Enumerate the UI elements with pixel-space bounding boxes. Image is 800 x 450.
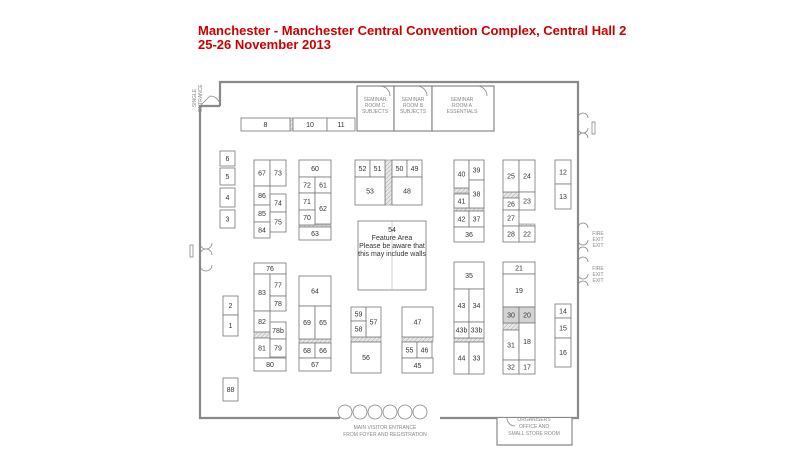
stand-52[interactable] bbox=[355, 160, 370, 177]
stand-27[interactable] bbox=[503, 210, 519, 226]
stand-number: 10 bbox=[306, 122, 314, 129]
fire-exit-2-l3: EXIT bbox=[592, 278, 604, 284]
aisle-hatch bbox=[351, 337, 381, 342]
fire-exit-2-l2: EXIT bbox=[592, 272, 604, 278]
right-door-mid-icon bbox=[578, 223, 588, 252]
stand-number: 63 bbox=[311, 231, 319, 238]
stand-25[interactable] bbox=[503, 160, 519, 192]
stand-41[interactable] bbox=[454, 194, 469, 208]
stand-number: 62 bbox=[319, 206, 327, 213]
stand-79[interactable] bbox=[270, 339, 286, 357]
stand-number: 20 bbox=[523, 312, 531, 320]
stand-64[interactable] bbox=[299, 276, 331, 306]
stand-number: 12 bbox=[559, 169, 567, 177]
stand-number: 84 bbox=[258, 227, 266, 235]
stand-62[interactable] bbox=[315, 193, 331, 224]
stand-33[interactable] bbox=[469, 342, 484, 374]
aisle-hatch bbox=[503, 323, 519, 330]
stand-76[interactable] bbox=[254, 263, 286, 274]
stand-number: 34 bbox=[472, 303, 481, 310]
stand-78[interactable] bbox=[270, 296, 286, 311]
venue-title: Manchester - Manchester Central Convention Complex, Central Hall 2 bbox=[198, 23, 627, 38]
stand-16[interactable] bbox=[555, 338, 571, 367]
left-entrance-l2: ENTRANCE bbox=[198, 84, 204, 112]
stand-number: 30 bbox=[507, 312, 515, 320]
main-entrance-icon bbox=[338, 405, 427, 419]
stand-number: 32 bbox=[507, 364, 515, 372]
main-entrance-l2: FROM FOYER AND REGISTRATION bbox=[343, 432, 427, 438]
stand-number: 83 bbox=[258, 290, 266, 297]
aisle-hatch bbox=[454, 208, 484, 211]
stand-number: 52 bbox=[358, 166, 367, 173]
stand-number: 86 bbox=[258, 193, 266, 200]
stand-17[interactable] bbox=[519, 360, 535, 374]
event-dates: 25-26 November 2013 bbox=[198, 37, 331, 52]
stand-number: 80 bbox=[266, 362, 274, 369]
stand-36[interactable] bbox=[454, 227, 484, 242]
stand-number: 82 bbox=[258, 319, 266, 326]
stand-59[interactable] bbox=[351, 307, 366, 321]
stand-40[interactable] bbox=[454, 160, 469, 188]
stand-number: 48 bbox=[403, 188, 411, 196]
stand-14[interactable] bbox=[555, 304, 571, 318]
stand-57[interactable] bbox=[366, 307, 381, 337]
fire-exit-1-l3: EXIT bbox=[592, 243, 604, 249]
fire-exit-1-l1: FIRE bbox=[592, 231, 604, 237]
stand-number: 23 bbox=[523, 198, 531, 206]
stand-number: 88 bbox=[226, 387, 235, 394]
stand-number: 49 bbox=[410, 166, 419, 173]
stand-63[interactable] bbox=[299, 227, 331, 240]
room-c-l2: ROOM C bbox=[364, 103, 386, 109]
right-door-top-icon bbox=[578, 113, 595, 138]
stand-number: 53 bbox=[366, 188, 374, 196]
stand-49[interactable] bbox=[407, 160, 422, 177]
stand-8[interactable] bbox=[241, 118, 290, 131]
stand-number: 56 bbox=[362, 355, 370, 362]
stand-number: 36 bbox=[465, 232, 473, 239]
stand-37[interactable] bbox=[469, 211, 484, 227]
stand-21[interactable] bbox=[503, 262, 535, 274]
stand-number: 26 bbox=[507, 201, 515, 209]
room-a-l2: ROOM A bbox=[451, 103, 473, 109]
aisle-hatch bbox=[402, 337, 433, 342]
stand-number: 4 bbox=[225, 195, 230, 202]
stand-number: 67 bbox=[258, 170, 266, 178]
stand-number: 50 bbox=[395, 166, 404, 173]
stand-number: 69 bbox=[303, 320, 311, 327]
room-a-l1: SEMINAR bbox=[450, 97, 474, 103]
stand-15[interactable] bbox=[555, 318, 571, 338]
feature-area-note-2: this may include walls bbox=[358, 251, 426, 258]
aisle-hatch bbox=[385, 160, 392, 205]
stand-83[interactable] bbox=[254, 274, 270, 311]
stand-number: 18 bbox=[523, 339, 531, 346]
stand-number: 31 bbox=[507, 342, 515, 350]
stand-number: 13 bbox=[559, 194, 567, 201]
stand-number: 74 bbox=[274, 200, 282, 208]
stand-number: 5 bbox=[225, 174, 230, 181]
stand-34[interactable] bbox=[469, 289, 484, 322]
feature-area-note-1: Please be aware that bbox=[359, 243, 425, 250]
stand-number: 2 bbox=[228, 303, 233, 310]
stand-2[interactable] bbox=[223, 296, 238, 315]
feature-area-name: Feature Area bbox=[371, 235, 413, 242]
stand-number: 37 bbox=[472, 216, 481, 224]
stand-number: 39 bbox=[472, 167, 481, 175]
stand-55[interactable] bbox=[402, 342, 417, 358]
stand-85[interactable] bbox=[254, 205, 270, 222]
stand-10[interactable] bbox=[293, 118, 327, 131]
stand-71[interactable] bbox=[299, 193, 315, 210]
stand-number: 73 bbox=[274, 170, 282, 178]
stand-38[interactable] bbox=[469, 180, 484, 208]
stand-68[interactable] bbox=[299, 343, 315, 358]
room-c-l1: SEMINAR bbox=[363, 97, 387, 103]
stand-46[interactable] bbox=[417, 342, 432, 358]
stand-number: 6 bbox=[225, 156, 230, 163]
organisers-l2: OFFICE AND bbox=[518, 424, 550, 430]
stand-number: 15 bbox=[559, 325, 567, 333]
stand-number: 76 bbox=[266, 266, 274, 273]
stand-number: 28 bbox=[507, 231, 515, 239]
main-entrance-l1: MAIN VISITOR ENTRANCE bbox=[353, 425, 417, 431]
stand-number: 17 bbox=[523, 364, 531, 372]
feature-area-number: 54 bbox=[388, 227, 396, 234]
stand-number: 85 bbox=[258, 211, 266, 218]
stand-number: 68 bbox=[303, 348, 311, 355]
stand-number: 66 bbox=[319, 348, 327, 355]
stand-88[interactable] bbox=[223, 378, 238, 401]
stand-39[interactable] bbox=[469, 160, 484, 180]
stand-32[interactable] bbox=[503, 360, 519, 374]
stand-number: 44 bbox=[457, 355, 466, 363]
stand-45[interactable] bbox=[402, 358, 433, 373]
organisers-l1: ORGANISERS bbox=[517, 417, 551, 423]
stand-66[interactable] bbox=[315, 343, 331, 358]
fire-exit-1-l2: EXIT bbox=[592, 237, 604, 243]
stand-31[interactable] bbox=[503, 330, 519, 360]
room-c-l3: SUBJECTS bbox=[361, 109, 389, 115]
stand-28[interactable] bbox=[503, 226, 519, 242]
stand-number: 72 bbox=[303, 182, 311, 190]
stand-60[interactable] bbox=[299, 160, 331, 177]
room-b-l3: SUBJECTS bbox=[399, 109, 427, 115]
stand-number: 60 bbox=[311, 166, 319, 173]
room-b-l2: ROOM B bbox=[402, 103, 424, 109]
aisle-hatch bbox=[503, 192, 519, 198]
stand-67b[interactable] bbox=[299, 358, 331, 371]
stand-86[interactable] bbox=[254, 186, 270, 205]
organisers-l3: SMALL STORE ROOM bbox=[508, 431, 560, 437]
fire-exit-2-l1: FIRE bbox=[592, 266, 604, 272]
stand-82[interactable] bbox=[254, 311, 270, 332]
room-b-l1: SEMINAR bbox=[401, 97, 425, 103]
stand-number: 61 bbox=[319, 182, 327, 190]
stand-5[interactable] bbox=[220, 168, 235, 185]
stand-74[interactable] bbox=[270, 194, 286, 212]
stand-70[interactable] bbox=[299, 210, 315, 225]
stand-78b[interactable] bbox=[270, 322, 286, 339]
stand-number: 38 bbox=[472, 191, 481, 199]
stand-18[interactable] bbox=[519, 323, 535, 360]
stand-11[interactable] bbox=[327, 118, 355, 131]
stand-number: 81 bbox=[258, 345, 266, 353]
stand-number: 58 bbox=[354, 326, 363, 334]
stand-number: 47 bbox=[413, 319, 422, 327]
stand-number: 16 bbox=[559, 350, 567, 357]
left-entrance-l1: SINGLE bbox=[192, 88, 198, 108]
stand-51[interactable] bbox=[370, 160, 385, 177]
stand-65[interactable] bbox=[315, 306, 331, 339]
stand-24[interactable] bbox=[519, 160, 535, 192]
stand-35[interactable] bbox=[454, 262, 484, 289]
aisle-hatch bbox=[299, 339, 331, 343]
stand-number: 27 bbox=[507, 215, 515, 223]
aisle-hatch bbox=[454, 338, 484, 342]
stand-number: 3 bbox=[225, 216, 230, 224]
stand-72[interactable] bbox=[299, 177, 315, 193]
stand-53[interactable] bbox=[355, 177, 385, 205]
stand-33b[interactable] bbox=[469, 322, 484, 338]
stand-number: 46 bbox=[420, 347, 429, 355]
stand-number: 45 bbox=[413, 363, 422, 370]
stand-56[interactable] bbox=[351, 342, 381, 373]
stand-48[interactable] bbox=[392, 177, 422, 205]
stand-number: 35 bbox=[465, 273, 473, 280]
stand-69[interactable] bbox=[299, 306, 315, 339]
stand-4[interactable] bbox=[220, 188, 235, 207]
stand-number: 24 bbox=[523, 173, 531, 181]
stand-number: 43 bbox=[457, 303, 466, 310]
stand-58[interactable] bbox=[351, 321, 366, 337]
stand-number: 70 bbox=[303, 215, 311, 222]
stand-20[interactable] bbox=[519, 307, 535, 323]
stand-3[interactable] bbox=[220, 210, 235, 228]
stand-80[interactable] bbox=[254, 358, 286, 371]
stand-number: 75 bbox=[274, 219, 282, 227]
stand-77[interactable] bbox=[270, 274, 286, 296]
right-door-low-icon bbox=[578, 257, 588, 286]
stand-number: 40 bbox=[457, 171, 466, 179]
stand-number: 33 bbox=[472, 355, 481, 363]
stand-26[interactable] bbox=[503, 198, 519, 210]
stand-75[interactable] bbox=[270, 212, 286, 232]
stand-number: 8 bbox=[263, 122, 268, 129]
room-a-l3: ESSENTIALS bbox=[446, 109, 478, 115]
stand-73[interactable] bbox=[270, 160, 286, 186]
stand-number: 78b bbox=[272, 328, 284, 335]
stand-number: 57 bbox=[369, 319, 378, 327]
stand-6[interactable] bbox=[220, 151, 235, 166]
stand-19[interactable] bbox=[503, 274, 535, 307]
stand-84[interactable] bbox=[254, 222, 270, 238]
stand-number: 77 bbox=[274, 282, 282, 290]
stand-number: 79 bbox=[274, 345, 282, 353]
stand-number: 78 bbox=[274, 301, 282, 308]
stand-number: 55 bbox=[405, 347, 414, 355]
stand-50[interactable] bbox=[392, 160, 407, 177]
stand-61[interactable] bbox=[315, 177, 331, 193]
stand-number: 22 bbox=[523, 231, 531, 239]
stand-number: 33b bbox=[470, 327, 483, 335]
stand-number: 65 bbox=[319, 320, 327, 327]
stand-67[interactable] bbox=[254, 160, 270, 186]
stand-12[interactable] bbox=[555, 160, 571, 184]
stand-number: 59 bbox=[354, 311, 363, 319]
stand-23[interactable] bbox=[519, 192, 535, 210]
stand-number: 21 bbox=[515, 265, 523, 273]
stand-42[interactable] bbox=[454, 211, 469, 227]
stand-number: 42 bbox=[457, 216, 466, 224]
stand-13[interactable] bbox=[555, 184, 571, 209]
stand-number: 51 bbox=[373, 166, 382, 173]
stand-number: 1 bbox=[228, 323, 233, 330]
stand-number: 67 bbox=[311, 362, 319, 369]
stand-47[interactable] bbox=[402, 307, 433, 337]
stand-number: 64 bbox=[311, 288, 319, 296]
stand-43[interactable] bbox=[454, 289, 469, 322]
stand-30[interactable] bbox=[503, 307, 519, 323]
stand-number: 41 bbox=[457, 198, 466, 206]
stand-number: 43b bbox=[455, 327, 468, 335]
stand-number: 19 bbox=[515, 288, 523, 295]
stand-81[interactable] bbox=[254, 338, 270, 358]
stand-number: 14 bbox=[559, 308, 567, 316]
stand-number: 25 bbox=[507, 173, 515, 181]
stand-43b[interactable] bbox=[454, 322, 469, 338]
stand-number: 11 bbox=[337, 122, 345, 129]
stand-1[interactable] bbox=[223, 315, 238, 336]
stand-22[interactable] bbox=[519, 226, 535, 242]
stand-number: 71 bbox=[303, 199, 311, 206]
stand-44[interactable] bbox=[454, 342, 469, 374]
